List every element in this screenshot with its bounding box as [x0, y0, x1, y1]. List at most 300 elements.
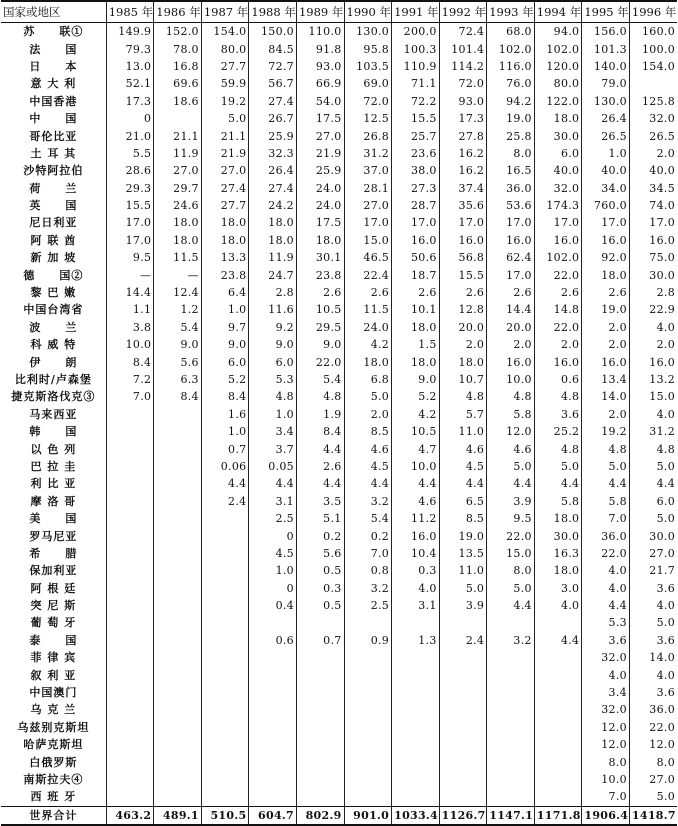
value-cell: 2.6: [487, 284, 535, 301]
value-cell: 5.0: [439, 580, 487, 597]
value-cell: 26.7: [249, 110, 297, 127]
value-cell: 4.6: [392, 493, 440, 510]
value-cell: [439, 753, 487, 770]
value-cell: 5.6: [296, 545, 344, 562]
value-cell: [249, 771, 297, 788]
table-row: [1, 406, 677, 423]
value-cell: 0.6: [534, 371, 582, 388]
value-cell: 21.9: [201, 145, 249, 162]
value-cell: 4.8: [439, 388, 487, 405]
value-cell: [392, 701, 440, 718]
total-value-cell: 1418.7: [629, 806, 677, 825]
countries-data-table: [1, 0, 677, 826]
value-cell: 68.0: [487, 23, 535, 41]
value-cell: 21.7: [629, 562, 677, 579]
table-row: [1, 527, 677, 544]
value-cell: 10.0: [106, 336, 154, 353]
total-value-cell: 1126.7: [439, 806, 487, 825]
value-cell: 100.3: [392, 40, 440, 57]
value-cell: [534, 684, 582, 701]
region-name: 南斯拉夫④: [1, 771, 106, 788]
value-cell: 17.0: [582, 214, 630, 231]
value-cell: 5.8: [534, 493, 582, 510]
value-cell: 22.0: [534, 266, 582, 283]
value-cell: 18.6: [154, 93, 202, 110]
value-cell: 17.5: [296, 214, 344, 231]
value-cell: 18.0: [201, 232, 249, 249]
value-cell: [106, 562, 154, 579]
value-cell: 7.0: [106, 388, 154, 405]
table-row: [1, 23, 677, 41]
value-cell: [392, 771, 440, 788]
value-cell: 18.0: [249, 214, 297, 231]
value-cell: [296, 719, 344, 736]
value-cell: [154, 632, 202, 649]
value-cell: 17.0: [487, 214, 535, 231]
value-cell: 25.8: [487, 127, 535, 144]
value-cell: 72.0: [439, 75, 487, 92]
value-cell: 149.9: [106, 23, 154, 41]
value-cell: 2.0: [629, 145, 677, 162]
value-cell: [296, 614, 344, 631]
value-cell: 4.8: [534, 440, 582, 457]
value-cell: 154.0: [201, 23, 249, 41]
value-cell: 21.1: [154, 127, 202, 144]
value-cell: 5.0: [201, 110, 249, 127]
value-cell: [392, 788, 440, 806]
value-cell: 2.0: [582, 406, 630, 423]
total-label: 世界合计: [1, 806, 106, 825]
value-cell: 0.3: [392, 562, 440, 579]
table-header: [1, 1, 677, 23]
value-cell: 12.0: [487, 423, 535, 440]
value-cell: 5.0: [534, 458, 582, 475]
value-cell: 30.0: [629, 527, 677, 544]
value-cell: 17.0: [439, 214, 487, 231]
value-cell: 5.0: [629, 510, 677, 527]
value-cell: 3.5: [296, 493, 344, 510]
table-row: [1, 458, 677, 475]
year-column-header: 1987 年: [201, 1, 249, 23]
region-name: 黎 巴 嫩: [1, 284, 106, 301]
value-cell: [201, 771, 249, 788]
table-row: [1, 597, 677, 614]
region-name: 希 腊: [1, 545, 106, 562]
value-cell: [201, 597, 249, 614]
value-cell: 0.5: [296, 562, 344, 579]
total-value-cell: 1906.4: [582, 806, 630, 825]
value-cell: 3.6: [629, 632, 677, 649]
value-cell: [439, 649, 487, 666]
value-cell: 17.0: [106, 214, 154, 231]
value-cell: [439, 666, 487, 683]
value-cell: 2.0: [439, 336, 487, 353]
value-cell: 54.0: [296, 93, 344, 110]
value-cell: [534, 788, 582, 806]
value-cell: 125.8: [629, 93, 677, 110]
value-cell: 22.0: [629, 719, 677, 736]
total-value-cell: 901.0: [344, 806, 392, 825]
value-cell: 4.6: [487, 440, 535, 457]
value-cell: 102.0: [534, 249, 582, 266]
table-row: [1, 162, 677, 179]
region-name: 英 国: [1, 197, 106, 214]
value-cell: 1.3: [392, 632, 440, 649]
region-name: 马来西亚: [1, 406, 106, 423]
table-row: [1, 771, 677, 788]
region-name: 法 国: [1, 40, 106, 57]
value-cell: 8.5: [344, 423, 392, 440]
value-cell: 92.0: [582, 249, 630, 266]
value-cell: 8.0: [487, 145, 535, 162]
value-cell: 18.7: [392, 266, 440, 283]
value-cell: 4.5: [249, 545, 297, 562]
value-cell: [201, 684, 249, 701]
table-row: [1, 214, 677, 231]
value-cell: 36.0: [487, 180, 535, 197]
value-cell: 69.6: [154, 75, 202, 92]
value-cell: 4.0: [629, 666, 677, 683]
value-cell: 11.6: [249, 301, 297, 318]
region-name: 尼日利亚: [1, 214, 106, 231]
table-row: [1, 510, 677, 527]
value-cell: —: [106, 266, 154, 283]
value-cell: 120.0: [534, 58, 582, 75]
value-cell: [201, 614, 249, 631]
value-cell: [534, 701, 582, 718]
value-cell: 9.0: [249, 336, 297, 353]
value-cell: 10.0: [392, 458, 440, 475]
value-cell: 1.9: [296, 406, 344, 423]
region-name: 意 大 利: [1, 75, 106, 92]
year-column-header: 1985 年: [106, 1, 154, 23]
value-cell: 27.0: [629, 771, 677, 788]
value-cell: 19.0: [439, 527, 487, 544]
value-cell: 2.8: [629, 284, 677, 301]
value-cell: 1.2: [154, 301, 202, 318]
value-cell: 2.6: [344, 284, 392, 301]
value-cell: 4.4: [392, 475, 440, 492]
value-cell: 0: [106, 110, 154, 127]
table-row: [1, 353, 677, 370]
value-cell: 14.4: [106, 284, 154, 301]
value-cell: [487, 701, 535, 718]
region-name: 荷 兰: [1, 180, 106, 197]
value-cell: 10.0: [487, 371, 535, 388]
value-cell: 0.05: [249, 458, 297, 475]
value-cell: 4.4: [534, 632, 582, 649]
value-cell: 130.0: [582, 93, 630, 110]
value-cell: 12.0: [582, 719, 630, 736]
value-cell: 25.7: [392, 127, 440, 144]
value-cell: [534, 666, 582, 683]
value-cell: [201, 510, 249, 527]
value-cell: 30.0: [629, 266, 677, 283]
value-cell: 32.0: [582, 649, 630, 666]
value-cell: 2.0: [487, 336, 535, 353]
value-cell: [201, 545, 249, 562]
table-row: [1, 336, 677, 353]
value-cell: [154, 788, 202, 806]
table-row: [1, 493, 677, 510]
value-cell: [201, 666, 249, 683]
value-cell: 66.9: [296, 75, 344, 92]
value-cell: 21.0: [106, 127, 154, 144]
value-cell: 16.8: [154, 58, 202, 75]
value-cell: [106, 666, 154, 683]
value-cell: 25.9: [249, 127, 297, 144]
value-cell: 1.0: [201, 301, 249, 318]
value-cell: [296, 701, 344, 718]
value-cell: 18.0: [154, 232, 202, 249]
table-row: [1, 110, 677, 127]
table-row: [1, 423, 677, 440]
value-cell: [534, 649, 582, 666]
value-cell: 26.4: [582, 110, 630, 127]
value-cell: 3.6: [582, 632, 630, 649]
value-cell: 4.4: [296, 475, 344, 492]
table-row: [1, 753, 677, 770]
value-cell: 31.2: [629, 423, 677, 440]
value-cell: [249, 701, 297, 718]
region-name: 新 加 坡: [1, 249, 106, 266]
value-cell: 16.2: [439, 145, 487, 162]
table-row: [1, 788, 677, 806]
value-cell: 4.7: [392, 440, 440, 457]
value-cell: 5.4: [154, 319, 202, 336]
value-cell: 4.4: [439, 475, 487, 492]
value-cell: 16.0: [487, 232, 535, 249]
value-cell: 0.3: [296, 580, 344, 597]
value-cell: 22.0: [296, 353, 344, 370]
value-cell: [106, 493, 154, 510]
value-cell: 80.0: [201, 40, 249, 57]
value-cell: 24.2: [249, 197, 297, 214]
value-cell: 0.7: [296, 632, 344, 649]
value-cell: 8.0: [629, 753, 677, 770]
region-name: 中国台湾省: [1, 301, 106, 318]
value-cell: 8.4: [296, 423, 344, 440]
value-cell: 3.2: [344, 493, 392, 510]
value-cell: 74.0: [629, 197, 677, 214]
value-cell: [106, 753, 154, 770]
value-cell: 5.2: [392, 388, 440, 405]
value-cell: 69.0: [344, 75, 392, 92]
value-cell: 29.5: [296, 319, 344, 336]
value-cell: 16.3: [534, 545, 582, 562]
value-cell: 150.0: [249, 23, 297, 41]
value-cell: 3.2: [487, 632, 535, 649]
value-cell: 17.0: [629, 214, 677, 231]
value-cell: [344, 753, 392, 770]
table-row: [1, 127, 677, 144]
value-cell: [154, 406, 202, 423]
value-cell: 29.3: [106, 180, 154, 197]
value-cell: 34.5: [629, 180, 677, 197]
value-cell: [487, 736, 535, 753]
region-name: 日 本: [1, 58, 106, 75]
value-cell: 4.8: [249, 388, 297, 405]
value-cell: [439, 614, 487, 631]
value-cell: 0.6: [249, 632, 297, 649]
value-cell: [392, 753, 440, 770]
value-cell: [296, 736, 344, 753]
table-row: [1, 388, 677, 405]
value-cell: [534, 736, 582, 753]
value-cell: 16.0: [487, 353, 535, 370]
value-cell: [439, 788, 487, 806]
year-column-header: 1986 年: [154, 1, 202, 23]
value-cell: [296, 771, 344, 788]
value-cell: 110.0: [296, 23, 344, 41]
value-cell: [439, 701, 487, 718]
table-row: [1, 40, 677, 57]
region-name: 苏 联①: [1, 23, 106, 41]
value-cell: 19.0: [487, 110, 535, 127]
value-cell: 23.8: [201, 266, 249, 283]
value-cell: 12.5: [344, 110, 392, 127]
value-cell: [154, 423, 202, 440]
value-cell: 15.0: [487, 545, 535, 562]
value-cell: 200.0: [392, 23, 440, 41]
region-column-header: 国家或地区: [1, 1, 106, 23]
value-cell: 5.5: [106, 145, 154, 162]
value-cell: [154, 614, 202, 631]
table-row: [1, 475, 677, 492]
value-cell: 1.6: [201, 406, 249, 423]
value-cell: 50.6: [392, 249, 440, 266]
value-cell: [106, 545, 154, 562]
value-cell: [344, 701, 392, 718]
table-body: [1, 23, 677, 825]
value-cell: 26.8: [344, 127, 392, 144]
value-cell: 27.4: [201, 180, 249, 197]
value-cell: 5.4: [344, 510, 392, 527]
total-value-cell: 802.9: [296, 806, 344, 825]
value-cell: 5.0: [487, 458, 535, 475]
value-cell: 2.6: [582, 284, 630, 301]
value-cell: [249, 649, 297, 666]
region-name: 乌 克 兰: [1, 701, 106, 718]
value-cell: [534, 614, 582, 631]
value-cell: 62.4: [487, 249, 535, 266]
value-cell: 12.8: [439, 301, 487, 318]
value-cell: 122.0: [534, 93, 582, 110]
value-cell: 53.6: [487, 197, 535, 214]
region-name: 阿 根 廷: [1, 580, 106, 597]
value-cell: 22.9: [629, 301, 677, 318]
value-cell: 72.7: [249, 58, 297, 75]
value-cell: 5.0: [629, 614, 677, 631]
value-cell: 38.0: [392, 162, 440, 179]
value-cell: 0: [249, 580, 297, 597]
table-row: [1, 249, 677, 266]
value-cell: 1.0: [249, 562, 297, 579]
value-cell: 19.2: [582, 423, 630, 440]
value-cell: 4.0: [582, 562, 630, 579]
value-cell: 17.0: [344, 214, 392, 231]
value-cell: 6.5: [439, 493, 487, 510]
value-cell: 4.8: [582, 440, 630, 457]
data-table-document: [1, 0, 677, 826]
value-cell: [344, 684, 392, 701]
value-cell: 1.0: [249, 406, 297, 423]
value-cell: 84.5: [249, 40, 297, 57]
value-cell: 174.3: [534, 197, 582, 214]
value-cell: 130.0: [344, 23, 392, 41]
value-cell: 36.0: [582, 527, 630, 544]
value-cell: 18.0: [154, 214, 202, 231]
value-cell: [344, 788, 392, 806]
value-cell: 9.7: [201, 319, 249, 336]
value-cell: 16.0: [629, 353, 677, 370]
value-cell: [629, 75, 677, 92]
value-cell: 17.3: [106, 93, 154, 110]
value-cell: 2.5: [249, 510, 297, 527]
value-cell: 160.0: [629, 23, 677, 41]
value-cell: 4.5: [344, 458, 392, 475]
value-cell: 72.4: [439, 23, 487, 41]
value-cell: 116.0: [487, 58, 535, 75]
value-cell: 16.0: [439, 232, 487, 249]
value-cell: 3.2: [344, 580, 392, 597]
value-cell: [154, 510, 202, 527]
value-cell: 23.6: [392, 145, 440, 162]
value-cell: [154, 527, 202, 544]
value-cell: 16.0: [582, 353, 630, 370]
value-cell: [392, 614, 440, 631]
value-cell: 15.5: [439, 266, 487, 283]
value-cell: [106, 771, 154, 788]
value-cell: [106, 649, 154, 666]
region-name: 土 耳 其: [1, 145, 106, 162]
value-cell: [106, 788, 154, 806]
value-cell: 9.0: [201, 336, 249, 353]
value-cell: [534, 753, 582, 770]
value-cell: 94.0: [534, 23, 582, 41]
value-cell: [392, 666, 440, 683]
total-value-cell: 1033.4: [392, 806, 440, 825]
value-cell: 2.4: [439, 632, 487, 649]
value-cell: [154, 580, 202, 597]
value-cell: 4.4: [344, 475, 392, 492]
region-name: 伊 朗: [1, 353, 106, 370]
value-cell: 34.0: [582, 180, 630, 197]
value-cell: 110.9: [392, 58, 440, 75]
value-cell: 6.4: [201, 284, 249, 301]
value-cell: 18.0: [344, 353, 392, 370]
value-cell: [106, 458, 154, 475]
value-cell: 27.0: [154, 162, 202, 179]
value-cell: 93.0: [439, 93, 487, 110]
value-cell: 8.5: [439, 510, 487, 527]
value-cell: 5.2: [201, 371, 249, 388]
table-row: [1, 719, 677, 736]
value-cell: [201, 701, 249, 718]
value-cell: 59.9: [201, 75, 249, 92]
value-cell: 4.4: [487, 597, 535, 614]
value-cell: 0.2: [296, 527, 344, 544]
value-cell: [106, 684, 154, 701]
value-cell: 0: [249, 527, 297, 544]
total-value-cell: 510.5: [201, 806, 249, 825]
value-cell: 101.3: [582, 40, 630, 57]
value-cell: [487, 719, 535, 736]
value-cell: 24.0: [296, 197, 344, 214]
value-cell: [344, 666, 392, 683]
value-cell: 91.8: [296, 40, 344, 57]
value-cell: 5.7: [439, 406, 487, 423]
